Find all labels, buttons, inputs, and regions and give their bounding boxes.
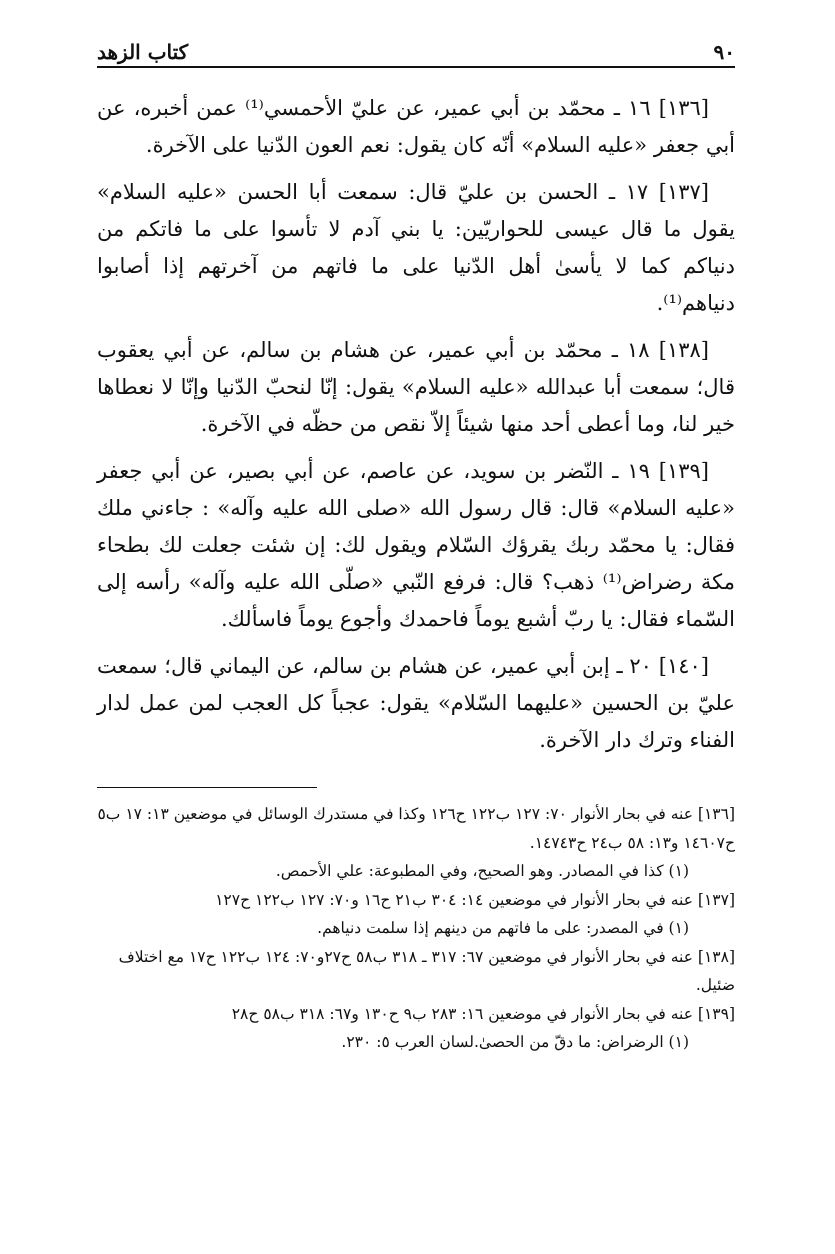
footnote-note: (١) كذا في المصادر. وهو الصحيح، وفي المطبوعة: علي الأحمص. — [275, 862, 689, 880]
page-number: ٩٠ — [713, 40, 735, 64]
main-text — [97, 90, 735, 769]
hadith-paragraph: [١٤٠] ٢٠ ـ إبن أبي عمير، عن هشام بن سالم، عن اليماني قال؛ سمعت عليّ بن الحسين «عليهما السّلام» يقول: عجباً كل العجب لمن عمل لدار الفناء وترك دار الآخرة. — [97, 654, 735, 752]
hadith-paragraph: [١٣٩] ١٩ ـ النّضر بن سويد، عن عاصم، عن أبي بصير، عن أبي جعفر «عليه السلام» قال: قال رسول الله «صلى الله عليه وآله» : جاءني ملك فقال: يا محمّد ربك يقرؤك السّلام ويقول لك: إن شئت جعلت لك بطحاء مكة رضراض⁽¹⁾ ذهب؟ قال: فرفع النّبي «صلّى الله عليه وآله» رأسه إلى السّماء فقال: يا ربّ أشبع يوماً فاحمدك وأجوع يوماً فاسألك. — [97, 459, 735, 631]
footnote-source: [١٣٩] عنه في بحار الأنوار في موضعين ١٦: ٢٨٣ ب٩ ح١٣٠ و٦٧: ٣١٨ ب٥٨ ح٢٨ — [231, 1004, 735, 1023]
hadith-paragraph: [١٣٧] ١٧ ـ الحسن بن عليّ قال: سمعت أبا الحسن «عليه السلام» يقول ما قال عيسى للحواريّين: يا بني آدم لا تأسوا على ما فاتكم من دنياكم كما لا يأسىٰ أهل الدّنيا على ما فاتهم من آخرتهم إذا أصابوا دنياهم⁽¹⁾. — [97, 180, 735, 315]
header-rule — [97, 66, 735, 68]
footnote-source: [١٣٦] عنه في بحار الأنوار ٧٠: ١٢٧ ب١٢٢ ح١٢٦ وكذا في مستدرك الوسائل في موضعين ١٣: ١٧ ب٥ ح١٤٦٠٧ و١٣: ٥٨ ب٢٤ ح١٤٧٤٣. — [97, 805, 735, 852]
hadith-paragraph: [١٣٨] ١٨ ـ محمّد بن أبي عمير، عن هشام بن سالم، عن أبي يعقوب قال؛ سمعت أبا عبدالله «عليه السلام» يقول: إنّا لنحبّ الدّنيا وإنّا لا نعطاها خير لنا، وما أعطى أحد منها شيئاً إلاّ نقص من حظّه في الآخرة. — [97, 338, 735, 436]
page-header — [97, 30, 735, 64]
footnote-source: [١٣٧] عنه في بحار الأنوار في موضعين ١٤: ٣٠٤ ب٢١ ح١٦ و٧٠: ١٢٧ ب١٢٢ ح١٢٧ — [215, 890, 735, 909]
footnote-note: (١) في المصدر: على ما فاتهم من دينهم إذا سلمت دنياهم. — [317, 919, 689, 937]
hadith-paragraph: [١٣٦] ١٦ ـ محمّد بن أبي عمير، عن عليّ الأحمسي⁽¹⁾ عمن أخبره، عن أبي جعفر «عليه السلام» أنّه كان يقول: نعم العون الدّنيا على الآخرة. — [97, 96, 735, 157]
book-title: كتاب الزهد — [97, 40, 189, 64]
footnote-separator — [97, 787, 317, 788]
footnotes — [97, 800, 735, 1057]
footnote-source: [١٣٨] عنه في بحار الأنوار في موضعين ٦٧: ٣١٧ ـ ٣١٨ ب٥٨ ح٢٧و٧٠: ١٢٤ ب١٢٢ ح١٧ مع اختلاف ضئيل. — [118, 947, 735, 994]
footnote-note: (١) الرضراض: ما دقّ من الحصىٰ.لسان العرب ٥: ٢٣٠. — [341, 1033, 689, 1051]
